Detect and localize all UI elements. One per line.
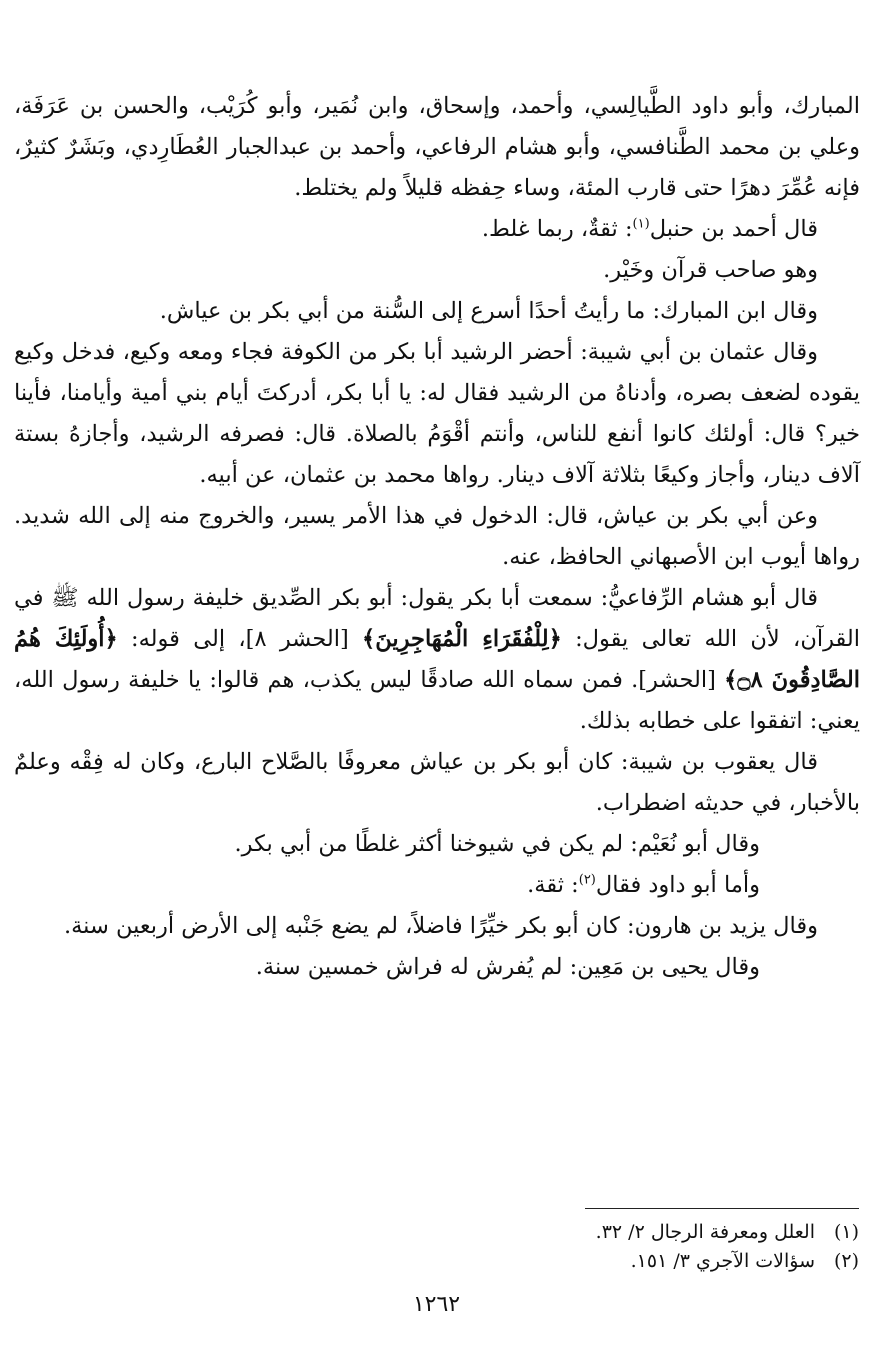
paragraph-9: وقال أبو نُعَيْم: لم يكن في شيوخنا أكثر غلطًا من أبي بكر. <box>234 831 760 857</box>
paragraph-3: وهو صاحب قرآن وخَيْر. <box>603 257 818 283</box>
footnote-number: (٢) <box>833 1250 859 1272</box>
footnote-ref[interactable]: (١) <box>632 216 650 232</box>
text: قال أحمد بن حنبل <box>649 216 818 242</box>
footnote-ref[interactable]: (٢) <box>578 872 596 888</box>
text: : ثقة. <box>527 872 579 898</box>
page-number: ١٢٦٢ <box>412 1292 461 1317</box>
footnote-text: العلل ومعرفة الرجال ٢/ ٣٢. <box>595 1221 815 1243</box>
paragraph-7 <box>14 578 860 742</box>
text: [الحشر ٨]، إلى قوله: <box>117 626 363 652</box>
footnote-text: سؤالات الآجري ٣/ ١٥١. <box>630 1250 815 1272</box>
paragraph-12: وقال يحيى بن مَعِين: لم يُفرش له فراش خمسين سنة. <box>255 954 760 980</box>
paragraph-5: وقال عثمان بن أبي شيبة: أحضر الرشيد أبا بكر من الكوفة فجاء ومعه وكيع، فدخل وكيع يقوده لضعف بصره، وأدناهُ من الرشيد فقال له: يا أبا بكر، أدركتَ أيام بني أمية وأيامنا، فأينا خير؟ قال: أولئك كانوا أنفع للناس، وأنتم أقْوَمُ بالصلاة. قال: فصرفه الرشيد، وأجازهُ بستة آلاف دينار، وأجاز وكيعًا بثلاثة آلاف دينار. رواها محمد بن عثمان، عن أبيه. <box>14 339 860 488</box>
text: وأما أبو داود فقال <box>595 872 760 898</box>
footnote-number: (١) <box>833 1221 859 1243</box>
paragraph-10 <box>14 865 860 906</box>
footnote <box>13 1247 859 1276</box>
main-text <box>14 86 860 988</box>
paragraph-1: المبارك، وأبو داود الطَّيالِسي، وأحمد، وإسحاق، وابن نُمَير، وأبو كُرَيْب، والحسن بن عَرَفَة، وعلي بن محمد الطَّنافسي، وأبو هشام الرفاعي، وأحمد بن عبدالجبار العُطَارِدي، وبَشَرٌ كثيرٌ، فإنه عُمِّرَ دهرًا حتى قارب المئة، وساء حِفظه قليلاً ولم يختلط. <box>14 93 860 201</box>
quran-quote: ﴿لِلْفُقَرَاءِ الْمُهَاجِرِينَ﴾ <box>362 626 562 652</box>
paragraph-8: قال يعقوب بن شيبة: كان أبو بكر بن عياش معروفًا بالصَّلاح البارع، وكان له فِقْه وعلمٌ بالأخبار، في حديثه اضطراب. <box>14 749 860 816</box>
paragraph-2 <box>14 209 860 250</box>
paragraph-11: وقال يزيد بن هارون: كان أبو بكر خيِّرًا فاضلاً، لم يضع جَنْبه إلى الأرض أربعين سنة. <box>63 913 818 939</box>
footnote <box>13 1218 859 1247</box>
footnote-divider <box>585 1208 859 1209</box>
footnotes <box>13 1218 859 1276</box>
quran-quote: ﴿أُولَئِكَ هُمُ الصَّادِقُونَ ۝٨﴾ <box>14 626 860 693</box>
paragraph-4: وقال ابن المبارك: ما رأيتُ أحدًا أسرع إلى السُّنة من أبي بكر بن عياش. <box>159 298 818 324</box>
text: [الحشر]. فمن سماه الله صادقًا ليس يكذب، هم قالوا: يا خليفة رسول الله، يعني: اتفقوا على خطابه بذلك. <box>14 667 860 734</box>
paragraph-6: وعن أبي بكر بن عياش، قال: الدخول في هذا الأمر يسير، والخروج منه إلى الله شديد. رواها أيوب ابن الأصبهاني الحافظ، عنه. <box>14 503 860 570</box>
text: قال أبو هشام الرِّفاعيُّ: سمعت أبا بكر يقول: أبو بكر الصِّديق خليفة رسول الله ﷺ في القرآن، لأن الله تعالى يقول: <box>14 585 860 652</box>
text: : ثقةٌ، ربما غلط. <box>481 216 633 242</box>
